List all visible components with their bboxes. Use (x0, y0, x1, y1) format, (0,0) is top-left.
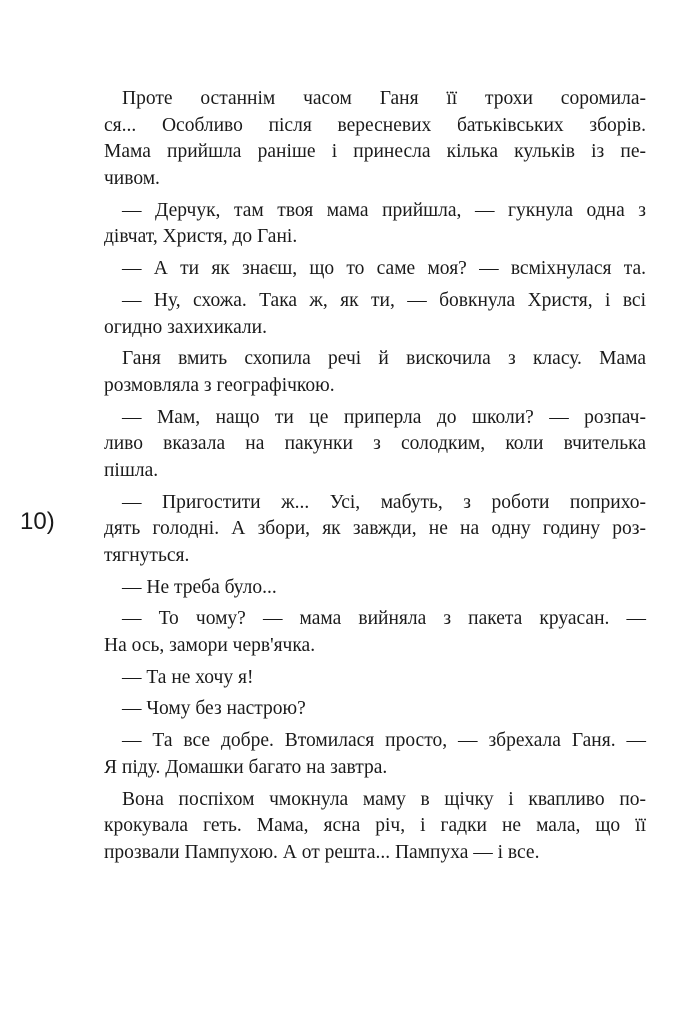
text-line: — Та все добре. Втомилася просто, — збрехала Ганя. — (122, 730, 646, 752)
text-line: ливо вказала на пакунки з солодким, коли вчителька (104, 433, 646, 455)
text-line: ся... Особливо після вересневих батьківських зборів. (104, 114, 646, 136)
text-line: Я піду. Домашки багато на завтра. (104, 756, 388, 778)
text-line: Ганя вмить схопила речі й вискочила з класу. Мама (122, 348, 646, 370)
text-line: — А ти як знаєш, що то саме моя? — всміхнулася та. (122, 258, 646, 280)
text-line: дівчат, Христя, до Гані. (104, 226, 298, 248)
text-line: Мама прийшла раніше і принесла кілька кульків із пе- (104, 141, 646, 163)
text-line: пішла. (104, 459, 159, 481)
text-line: розмовляла з географічкою. (104, 374, 335, 396)
text-line: огидно захихикали. (104, 316, 267, 338)
text-line: — Та не хочу я! (122, 666, 254, 688)
text-line: прозвали Пампухою. А от решта... Пампуха — і все. (104, 841, 540, 863)
text-line: — Не треба було... (122, 576, 277, 598)
text-line: Вона поспіхом чмокнула маму в щічку і квапливо по- (122, 788, 646, 810)
text-line: — Пригостити ж... Усі, мабуть, з роботи поприхо- (122, 491, 646, 513)
text-body (104, 86, 646, 867)
text-line: Проте останнім часом Ганя її трохи соромила- (122, 88, 646, 109)
text-line: дять голодні. А збори, як завжди, не на одну годину роз- (104, 518, 646, 540)
text-line: — Мам, нащо ти це приперла до школи? — розпач- (122, 406, 646, 428)
page-number: 10) (20, 508, 55, 535)
text-line: тягнуться. (104, 545, 190, 566)
text-line: крокувала геть. Мама, ясна річ, і гадки не мала, що її (104, 815, 646, 837)
text-line: На ось, замори черв'ячка. (104, 635, 316, 657)
text-line: — Чому без настрою? (122, 698, 306, 720)
text-line: — Ну, схожа. Така ж, як ти, — бовкнула Христя, і всі (122, 289, 646, 311)
text-line: — Дерчук, там твоя мама прийшла, — гукнула одна з (122, 199, 646, 221)
text-line: чивом. (104, 168, 160, 190)
text-line: — То чому? — мама вийняла з пакета круасан. — (122, 608, 646, 630)
